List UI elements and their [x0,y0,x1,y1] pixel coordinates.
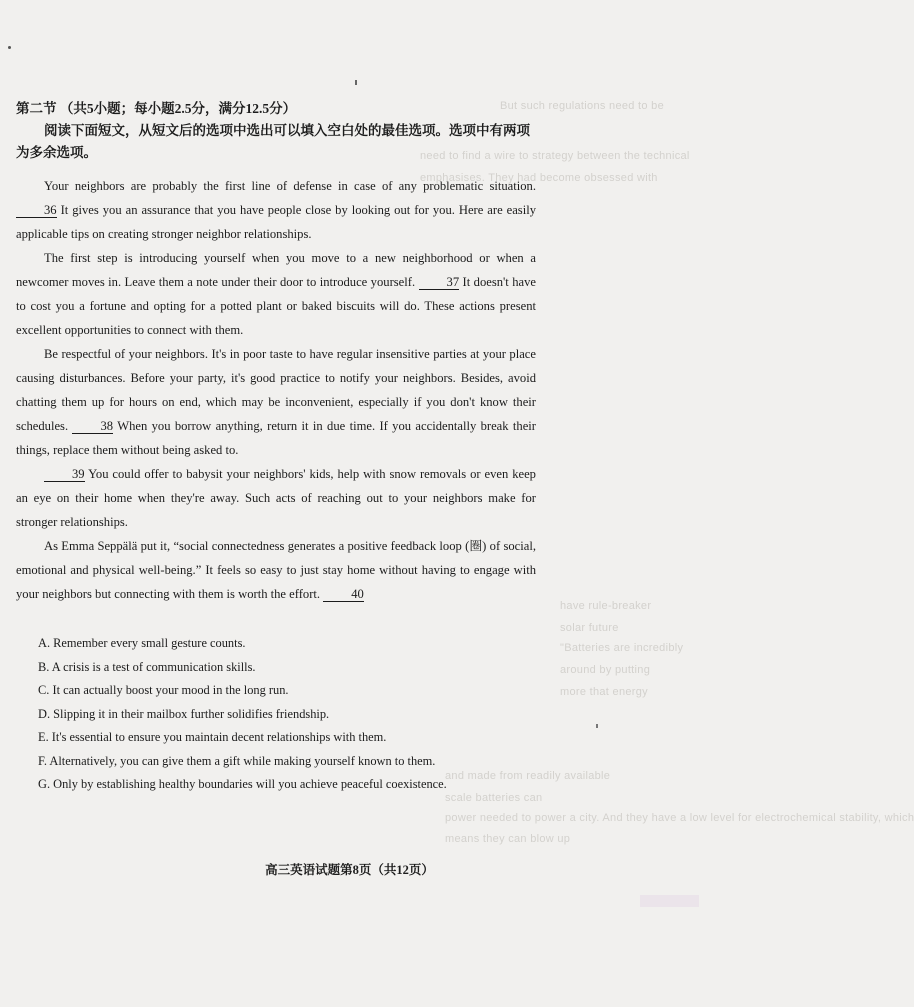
answer-blank-40[interactable]: 40 [323,587,364,602]
answer-blank-39[interactable]: 39 [44,467,85,482]
section-instruction: 阅读下面短文，从短文后的选项中选出可以填入空白处的最佳选项。选项中有两项为多余选项。 [16,123,530,160]
bleed-through-text: solar future [560,622,619,634]
bleed-through-text: more that energy [560,686,648,698]
reading-section [16,98,536,606]
option-d: D. Slipping it in their mailbox further solidifies friendship. [38,706,330,721]
option-f: F. Alternatively, you can give them a gift while making yourself known to them. [38,753,436,768]
bleed-through-text: and made from readily available [445,770,611,782]
scan-speck [355,80,357,85]
passage-paragraph-5: As Emma Seppälä put it, “social connectedness generates a positive feedback loop (圈) of social, emotional and physical well-being.” It feels so easy to just stay home without having to engage with your neighbors but connecting with them is worth the effort. 40 [16,539,536,601]
scan-speck [596,724,598,728]
bleed-through-text: around by putting [560,664,651,676]
scan-speck [8,46,11,49]
bleed-through-text: scale batteries can [445,792,543,804]
option-g: G. Only by establishing healthy boundaries will you achieve peaceful coexistence. [38,777,447,791]
passage-paragraph-4: 39 You could offer to babysit your neighbors' kids, help with snow removals or even keep an eye on their home when they're away. Such acts of reaching out to your neighbors make for stronger relationships. [16,467,536,529]
option-c: C. It can actually boost your mood in the long run. [38,683,289,697]
bleed-through-text: have rule-breaker [560,600,652,612]
option-b: B. A crisis is a test of communication skills. [38,659,256,674]
answer-blank-36[interactable]: 36 [16,203,57,218]
bleed-through-text: "Batteries are incredibly [560,642,684,654]
page-footer: 高三英语试题第8页（共12页） [265,863,434,877]
bleed-through-text: need to find a wire to strategy between the technical [420,150,690,162]
answer-blank-38[interactable]: 38 [72,419,113,434]
bleed-through-text: emphasises. They had become obsessed with [420,172,658,184]
scan-smudge [640,895,699,907]
passage-paragraph-3: Be respectful of your neighbors. It's in poor taste to have regular insensitive parties at your place causing disturbances. Before your party, it's good practice to notify your neighbors. Besides, avoid chatting them up for hours on end, which may be inconvenient, especially if you don't know their schedules. 38 When you borrow anything, return it in due time. If you accidentally break their things, replace them without being asked to. [16,347,536,457]
bleed-through-text: means they can blow up [445,833,571,845]
option-e: E. It's essential to ensure you maintain decent relationships with them. [38,730,387,744]
passage-paragraph-2: The first step is introducing yourself when you move to a new neighborhood or when a newcomer moves in. Leave them a note under their door to introduce yourself. 37 It doesn't have to cost you a fortune and opting for a potted plant or baked biscuits will do. These actions present excellent opportunities to connect with them. [16,251,536,337]
bleed-through-text: power needed to power a city. And they have a low level for electrochemical stability, which [445,812,914,824]
answer-blank-37[interactable]: 37 [419,275,460,290]
options-list [38,632,518,797]
passage-paragraph-1: Your neighbors are probably the first line of defense in case of any problematic situation. 36 It gives you an assurance that you have people close by looking out for you. Here are easily applicable tips on creating stronger neighbor relationships. [16,179,536,241]
section-header: 第二节 （共5小题；每小题2.5分，满分12.5分） [16,101,297,116]
option-a: A. Remember every small gesture counts. [38,636,246,650]
bleed-through-text: But such regulations need to be [500,100,665,112]
